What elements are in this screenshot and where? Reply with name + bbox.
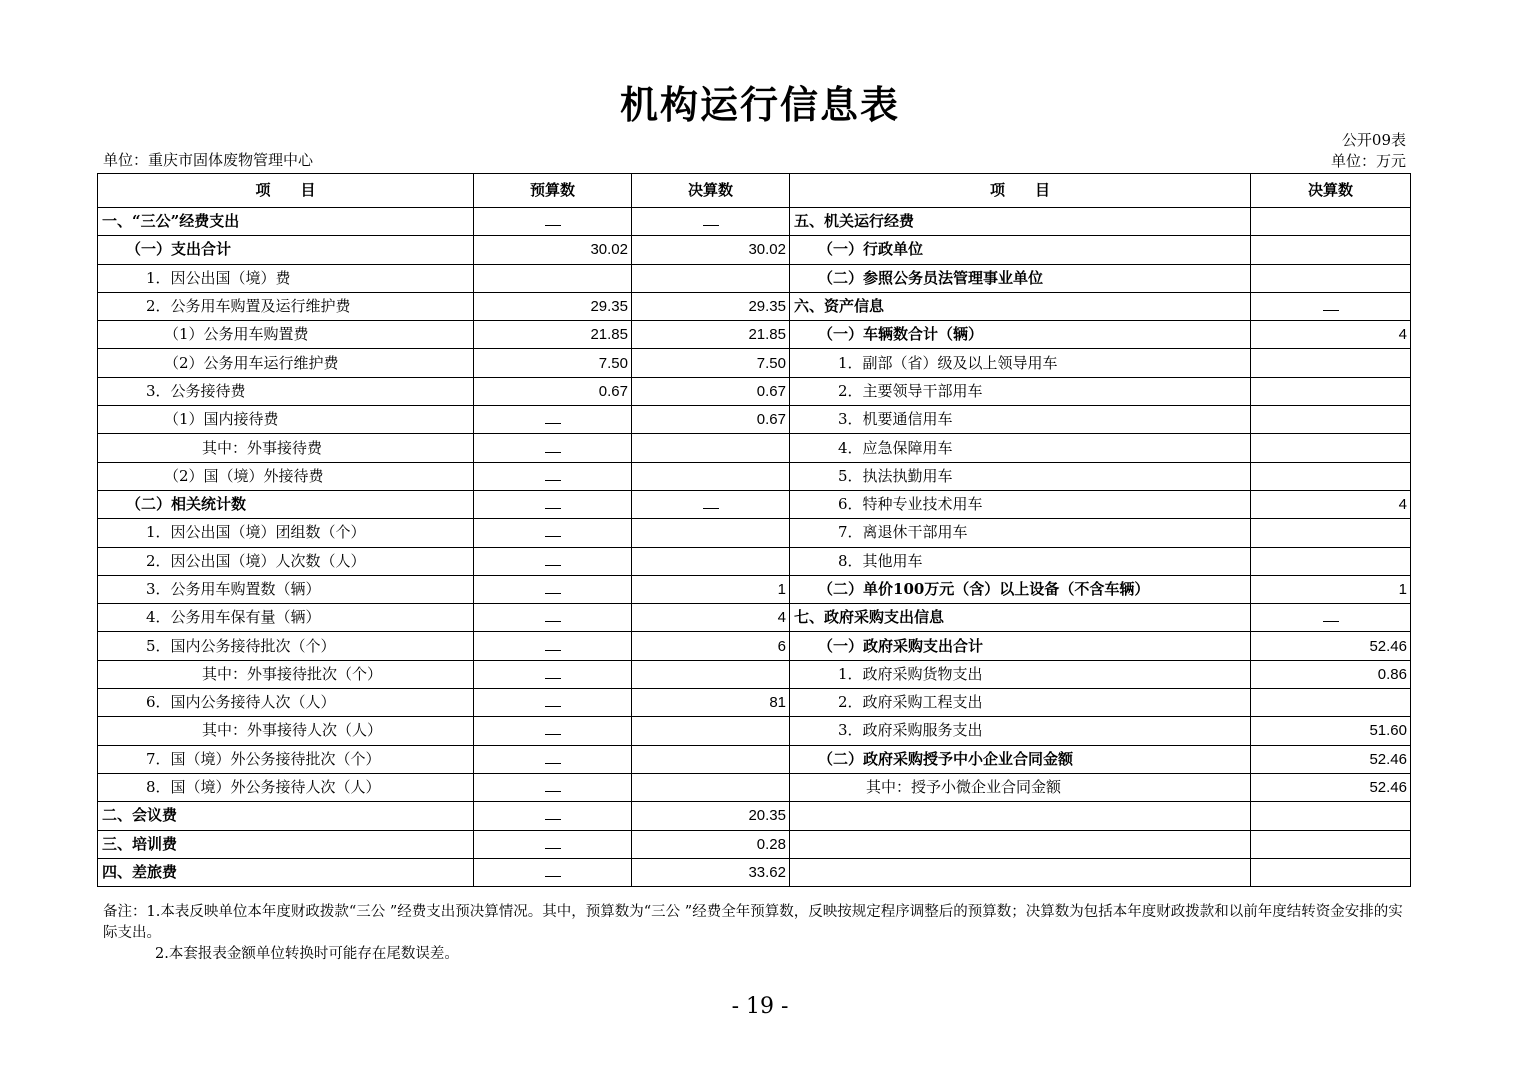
left-actual-value: 30.02: [632, 236, 790, 264]
right-actual-value: [1251, 406, 1411, 434]
dash-mark: [545, 498, 561, 509]
left-item-label: 7．国（境）外公务接待批次（个）: [98, 745, 474, 773]
table-row: [98, 745, 1411, 773]
dash-mark: [545, 583, 561, 594]
right-item-label: （一）车辆数合计（辆）: [790, 321, 1251, 349]
left-item-label: 四、差旅费: [98, 858, 474, 886]
left-item-label: （1）国内接待费: [98, 406, 474, 434]
left-item-label: 1．因公出国（境）团组数（个）: [98, 519, 474, 547]
right-item-label: [790, 830, 1251, 858]
table-row: [98, 773, 1411, 801]
right-actual-value: [1251, 519, 1411, 547]
dash-mark: [545, 215, 561, 226]
left-item-label: （2）公务用车运行维护费: [98, 349, 474, 377]
right-actual-value: 52.46: [1251, 773, 1411, 801]
left-actual-value: [632, 208, 790, 236]
left-actual-value: 20.35: [632, 802, 790, 830]
right-item-label: 7．离退休干部用车: [790, 519, 1251, 547]
left-item-label: 1．因公出国（境）费: [98, 264, 474, 292]
table-row: [98, 802, 1411, 830]
right-item-label: 6．特种专业技术用车: [790, 490, 1251, 518]
right-item-label: 4．应急保障用车: [790, 434, 1251, 462]
right-actual-value: [1251, 377, 1411, 405]
dash-mark: [545, 555, 561, 566]
left-budget-value: [474, 490, 632, 518]
left-budget-value: 30.02: [474, 236, 632, 264]
right-item-label: 1．政府采购货物支出: [790, 660, 1251, 688]
left-budget-value: 7.50: [474, 349, 632, 377]
left-item-label: 其中：外事接待批次（个）: [98, 660, 474, 688]
right-actual-value: [1251, 236, 1411, 264]
right-actual-value: 51.60: [1251, 717, 1411, 745]
left-actual-value: [632, 660, 790, 688]
right-item-label: 七、政府采购支出信息: [790, 604, 1251, 632]
left-actual-value: [632, 745, 790, 773]
left-item-label: （一）支出合计: [98, 236, 474, 264]
left-actual-value: 0.67: [632, 406, 790, 434]
left-item-label: 二、会议费: [98, 802, 474, 830]
dash-mark: [545, 442, 561, 453]
reporting-unit: 单位：重庆市固体废物管理中心: [103, 151, 314, 169]
table-row: [98, 208, 1411, 236]
left-actual-value: 0.28: [632, 830, 790, 858]
left-budget-value: [474, 717, 632, 745]
left-item-label: 2．公务用车购置及运行维护费: [98, 292, 474, 320]
right-item-label: [790, 802, 1251, 830]
left-actual-value: 21.85: [632, 321, 790, 349]
left-item-label: 一、“三公”经费支出: [98, 208, 474, 236]
table-row: [98, 406, 1411, 434]
table-row: [98, 830, 1411, 858]
left-item-label: 3．公务用车购置数（辆）: [98, 575, 474, 603]
left-budget-value: [474, 575, 632, 603]
dash-mark: [1323, 611, 1339, 622]
left-budget-value: [474, 208, 632, 236]
table-row: [98, 575, 1411, 603]
right-actual-value: [1251, 802, 1411, 830]
header-left-item: 项 目: [98, 174, 474, 208]
left-budget-value: [474, 604, 632, 632]
right-item-label: 3．政府采购服务支出: [790, 717, 1251, 745]
left-budget-value: 0.67: [474, 377, 632, 405]
table-row: [98, 462, 1411, 490]
right-item-label: 5．执法执勤用车: [790, 462, 1251, 490]
money-unit: 单位：万元: [1330, 152, 1406, 170]
table-row: [98, 604, 1411, 632]
right-actual-value: [1251, 462, 1411, 490]
left-item-label: 8．国（境）外公务接待人次（人）: [98, 773, 474, 801]
left-budget-value: 21.85: [474, 321, 632, 349]
right-actual-value: [1251, 434, 1411, 462]
left-actual-value: 1: [632, 575, 790, 603]
right-item-label: 2．主要领导干部用车: [790, 377, 1251, 405]
left-item-label: 三、培训费: [98, 830, 474, 858]
notes: [103, 902, 1413, 965]
left-budget-value: [474, 406, 632, 434]
left-actual-value: [632, 773, 790, 801]
dash-mark: [545, 809, 561, 820]
right-item-label: （二）参照公务员法管理事业单位: [790, 264, 1251, 292]
table-row: [98, 660, 1411, 688]
dash-mark: [545, 668, 561, 679]
right-actual-value: 1: [1251, 575, 1411, 603]
right-item-label: （一）政府采购支出合计: [790, 632, 1251, 660]
right-item-label: [790, 858, 1251, 886]
table-row: [98, 717, 1411, 745]
right-item-label: 五、机关运行经费: [790, 208, 1251, 236]
header-right-actual: 决算数: [1251, 174, 1411, 208]
left-item-label: 3．公务接待费: [98, 377, 474, 405]
dash-mark: [545, 866, 561, 877]
left-budget-value: [474, 434, 632, 462]
left-actual-value: 7.50: [632, 349, 790, 377]
dash-mark: [545, 413, 561, 424]
left-item-label: 其中：外事接待费: [98, 434, 474, 462]
right-actual-value: 4: [1251, 490, 1411, 518]
right-item-label: （二）单价100万元（含）以上设备（不含车辆）: [790, 575, 1251, 603]
dash-mark: [545, 640, 561, 651]
right-actual-value: [1251, 830, 1411, 858]
right-item-label: （二）政府采购授予中小企业合同金额: [790, 745, 1251, 773]
dash-mark: [545, 838, 561, 849]
left-budget-value: [474, 547, 632, 575]
right-item-label: （一）行政单位: [790, 236, 1251, 264]
left-budget-value: [474, 660, 632, 688]
dash-mark: [1323, 300, 1339, 311]
left-budget-value: [474, 632, 632, 660]
page-title: 机构运行信息表: [619, 82, 900, 127]
right-actual-value: [1251, 208, 1411, 236]
table-row: [98, 236, 1411, 264]
left-budget-value: [474, 462, 632, 490]
left-actual-value: 4: [632, 604, 790, 632]
right-item-label: 其中：授予小微企业合同金额: [790, 773, 1251, 801]
left-actual-value: [632, 490, 790, 518]
left-actual-value: [632, 462, 790, 490]
left-budget-value: [474, 802, 632, 830]
left-item-label: 5．国内公务接待批次（个）: [98, 632, 474, 660]
page-number: - 19 -: [731, 994, 789, 1019]
left-item-label: 4．公务用车保有量（辆）: [98, 604, 474, 632]
right-item-label: 2．政府采购工程支出: [790, 689, 1251, 717]
right-actual-value: [1251, 547, 1411, 575]
header-right-item: 项 目: [790, 174, 1251, 208]
left-actual-value: 29.35: [632, 292, 790, 320]
left-actual-value: 0.67: [632, 377, 790, 405]
dash-mark: [545, 724, 561, 735]
table-row: [98, 264, 1411, 292]
left-budget-value: [474, 745, 632, 773]
dash-mark: [545, 526, 561, 537]
right-actual-value: [1251, 292, 1411, 320]
right-item-label: 3．机要通信用车: [790, 406, 1251, 434]
left-actual-value: 6: [632, 632, 790, 660]
right-actual-value: [1251, 689, 1411, 717]
table-row: [98, 858, 1411, 886]
right-actual-value: [1251, 349, 1411, 377]
dash-mark: [703, 215, 719, 226]
right-actual-value: [1251, 264, 1411, 292]
header-left-actual: 决算数: [632, 174, 790, 208]
right-item-label: 六、资产信息: [790, 292, 1251, 320]
left-actual-value: [632, 434, 790, 462]
left-actual-value: [632, 717, 790, 745]
table-row: [98, 434, 1411, 462]
table-row: [98, 377, 1411, 405]
table-row: [98, 632, 1411, 660]
left-item-label: 其中：外事接待人次（人）: [98, 717, 474, 745]
right-actual-value: 4: [1251, 321, 1411, 349]
left-item-label: （二）相关统计数: [98, 490, 474, 518]
table-row: [98, 321, 1411, 349]
table-code: 公开09表: [1341, 131, 1406, 149]
right-item-label: 8．其他用车: [790, 547, 1251, 575]
table-header-row: [98, 174, 1411, 208]
note-line-1: 备注：1.本表反映单位本年度财政拨款“三公 ”经费支出预决算情况。其中，预算数为“三公 ”经费全年预算数，反映按规定程序调整后的预算数；决算数为包括本年度财政拨款和以前年度结转资金安排的实际支出。: [103, 904, 1403, 941]
left-actual-value: [632, 519, 790, 547]
right-item-label: 1．副部（省）级及以上领导用车: [790, 349, 1251, 377]
table-row: [98, 292, 1411, 320]
dash-mark: [545, 696, 561, 707]
dash-mark: [545, 611, 561, 622]
right-actual-value: 0.86: [1251, 660, 1411, 688]
left-item-label: 6．国内公务接待人次（人）: [98, 689, 474, 717]
dash-mark: [545, 781, 561, 792]
table-row: [98, 349, 1411, 377]
right-actual-value: 52.46: [1251, 745, 1411, 773]
left-item-label: （1）公务用车购置费: [98, 321, 474, 349]
dash-mark: [545, 753, 561, 764]
info-table: [97, 173, 1411, 887]
note-line-2: 2.本套报表金额单位转换时可能存在尾数误差。: [155, 946, 459, 962]
table-row: [98, 689, 1411, 717]
left-budget-value: [474, 689, 632, 717]
left-budget-value: [474, 858, 632, 886]
left-actual-value: [632, 547, 790, 575]
left-budget-value: [474, 264, 632, 292]
right-actual-value: [1251, 858, 1411, 886]
left-budget-value: [474, 773, 632, 801]
left-budget-value: [474, 519, 632, 547]
table-row: [98, 547, 1411, 575]
table-row: [98, 519, 1411, 547]
left-actual-value: 33.62: [632, 858, 790, 886]
left-actual-value: 81: [632, 689, 790, 717]
left-item-label: （2）国（境）外接待费: [98, 462, 474, 490]
left-budget-value: [474, 830, 632, 858]
table-row: [98, 490, 1411, 518]
right-actual-value: 52.46: [1251, 632, 1411, 660]
left-budget-value: 29.35: [474, 292, 632, 320]
left-actual-value: [632, 264, 790, 292]
dash-mark: [703, 498, 719, 509]
dash-mark: [545, 470, 561, 481]
header-left-budget: 预算数: [474, 174, 632, 208]
left-item-label: 2．因公出国（境）人次数（人）: [98, 547, 474, 575]
right-actual-value: [1251, 604, 1411, 632]
